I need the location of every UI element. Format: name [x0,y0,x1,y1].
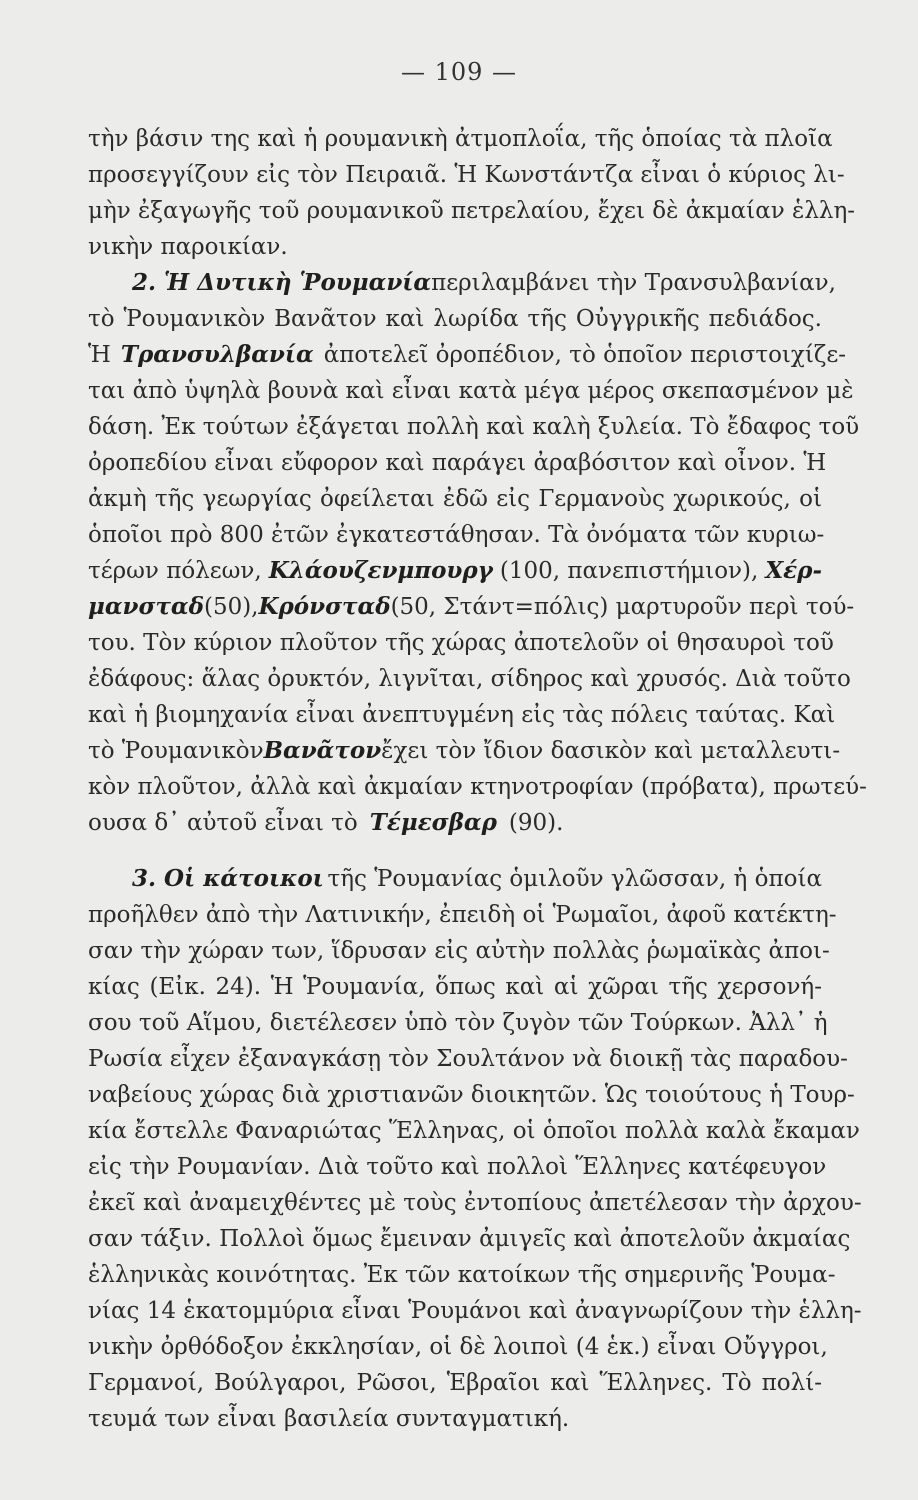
section-2-first-line: 2. Ἡ Δυτικὴ Ῥουμανία περιλαμβάνει τὴν Τρανσυλβανίαν, [132,269,836,296]
text-line-11: ἀκμὴ τῆς γεωργίας ὀφείλεται ἐδῶ εἰς Γερμανοὺς χωρικούς, οἱ [88,486,822,512]
text-line-22: προῆλθεν ἀπὸ τὴν Λατινικήν, ἐπειδὴ οἱ Ῥωμαῖοι, ἀφοῦ κατέκτη- [88,902,837,928]
text-line-2: προσεγγίζουν εἰς τὸν Πειραιᾶ. Ἡ Κωνστάντζα εἶναι ὁ κύριος λι- [88,162,845,188]
text-line-1: τὴν βάσιν της καὶ ἡ ρουμανικὴ ἀτμοπλοΐα, τῆς ὁποίας τὰ πλοῖα [88,126,833,152]
text-line-28: κία ἔστελλε Φαναριώτας Ἕλληνας, οἱ ὁποῖοι πολλὰ καλὰ ἔκαμαν [88,1118,860,1144]
section-heading-2: 2. Ἡ Δυτικὴ Ῥουμανία [132,269,432,296]
text-line-31: σαν τάξιν. Πολλοὶ ὅμως ἔμειναν ἀμιγεῖς καὶ ἀποτελοῦν ἀκμαίας [88,1226,851,1252]
text-line-12: ὁποῖοι πρὸ 800 ἐτῶν ἐγκατεστάθησαν. Τὰ ὀνόματα τῶν κυριω- [88,522,825,548]
text-line-3: μὴν ἐξαγωγῆς τοῦ ρουμανικοῦ πετρελαίου, ἔχει δὲ ἀκμαίαν ἑλλη- [88,198,856,224]
text-line-14: μανσταδ (50), Κρόνσταδ (50, Στάντ=πόλις) μαρτυροῦν περὶ τού- [88,593,855,620]
section-3-first-line: 3. Οἱ κάτοικοι τῆς Ῥουμανίας ὁμιλοῦν γλῶσσαν, ἡ ὁποία [132,865,822,892]
text-line-23: σαν τὴν χώραν των, ἵδρυσαν εἰς αὐτὴν πολλὰς ῥωμαϊκὰς ἀποι- [88,938,830,964]
text-line-8: ται ἀπὸ ὑψηλὰ βουνὰ καὶ εἶναι κατὰ μέγα μέρος σκεπασμένον μὲ [88,378,854,404]
term-klausenburg: Κλάουζενμπουργ [268,557,493,584]
section-heading-3: 3. Οἱ κάτοικοι [132,865,324,892]
text-line-33: νίας 14 ἑκατομμύρια εἶναι Ῥουμάνοι καὶ ἀναγνωρίζουν τὴν ἑλλη- [88,1298,862,1324]
text-line-35: Γερμανοί, Βούλγαροι, Ρῶσοι, Ἑβραῖοι καὶ Ἕλληνες. Τὸ πολί- [88,1370,822,1396]
text-line-24: κίας (Εἰκ. 24). Ἡ Ῥουμανία, ὅπως καὶ αἱ χῶραι τῆς χερσονή- [88,974,822,1000]
text-line-9: δάση. Ἐκ τούτων ἐξάγεται πολλὴ καὶ καλὴ ξυλεία. Τὸ ἔδαφος τοῦ [88,414,860,440]
text-line-36: τευμά των εἶναι βασιλεία συνταγματική. [88,1406,570,1432]
term-kronstadt: Κρόνσταδ [258,593,391,620]
text-line-20: ουσα δ᾽ αὐτοῦ εἶναι τὸ Τέμεσβαρ (90). [88,809,564,836]
text-line-34: νικὴν ὀρθόδοξον ἐκκλησίαν, οἱ δὲ λοιποὶ (4 ἑκ.) εἶναι Οὔγγροι, [88,1334,828,1360]
text-line-29: εἰς τὴν Ρουμανίαν. Διὰ τοῦτο καὶ πολλοὶ Ἕλληνες κατέφευγον [88,1154,827,1180]
text-line-13: τέρων πόλεων, Κλάουζενμπουργ (100, πανεπιστήμιον), Χέρ- [88,557,822,584]
term-transylvania: Τρανσυλβανία [120,341,314,368]
text-line-4: νικὴν παροικίαν. [88,234,288,260]
text-line-7: Ἡ Τρανσυλβανία ἀποτελεῖ ὀροπέδιον, τὸ ὁποῖον περιστοιχίζε- [88,341,847,368]
term-hermannstadt-part2: μανσταδ [88,593,204,620]
text-line-6: τὸ Ῥουμανικὸν Βανᾶτον καὶ λωρίδα τῆς Οὐγγρικῆς πεδιάδος. [88,306,822,332]
text-line-27: ναβείους χώρας διὰ χριστιανῶν διοικητῶν. Ὡς τοιούτους ἡ Τουρ- [88,1082,855,1108]
term-temesvar: Τέμεσβαρ [369,809,497,836]
text-line-25: σου τοῦ Αἵμου, διετέλεσεν ὑπὸ τὸν ζυγὸν τῶν Τούρκων. Ἀλλ᾽ ἡ [88,1010,828,1036]
text-line-16: ἐδάφους: ἅλας ὀρυκτόν, λιγνῖται, σίδηρος καὶ χρυσός. Διὰ τοῦτο [88,666,851,692]
text-line-17: καὶ ἡ βιομηχανία εἶναι ἀνεπτυγμένη εἰς τὰς πόλεις ταύτας. Καὶ [88,702,836,728]
text-line-10: ὀροπεδίου εἶναι εὔφορον καὶ παράγει ἀραβόσιτον καὶ οἶνον. Ἡ [88,450,827,476]
text-line-15: του. Τὸν κύριον πλοῦτον τῆς χώρας ἀποτελοῦν οἱ θησαυροὶ τοῦ [88,630,834,656]
text-line-30: ἐκεῖ καὶ ἀναμειχθέντες μὲ τοὺς ἐντοπίους ἀπετέλεσαν τὴν ἀρχου- [88,1190,862,1216]
text-line-18: τὸ Ῥουμανικὸν Βανᾶτον ἔχει τὸν ἴδιον δασικὸν καὶ μεταλλευτι- [88,737,841,764]
page-number: — 109 — [400,58,518,86]
term-hermannstadt-part1: Χέρ- [765,557,822,584]
text-line-19: κὸν πλοῦτον, ἀλλὰ καὶ ἀκμαίαν κτηνοτροφίαν (πρόβατα), πρωτεύ- [88,774,867,800]
term-banat: Βανᾶτον [263,737,382,764]
text-line-26: Ρωσία εἶχεν ἐξαναγκάσῃ τὸν Σουλτάνον νὰ διοικῇ τὰς παραδου- [88,1046,848,1072]
text-line-32: ἑλληνικὰς κοινότητας. Ἐκ τῶν κατοίκων τῆς σημερινῆς Ῥουμα- [88,1262,836,1288]
